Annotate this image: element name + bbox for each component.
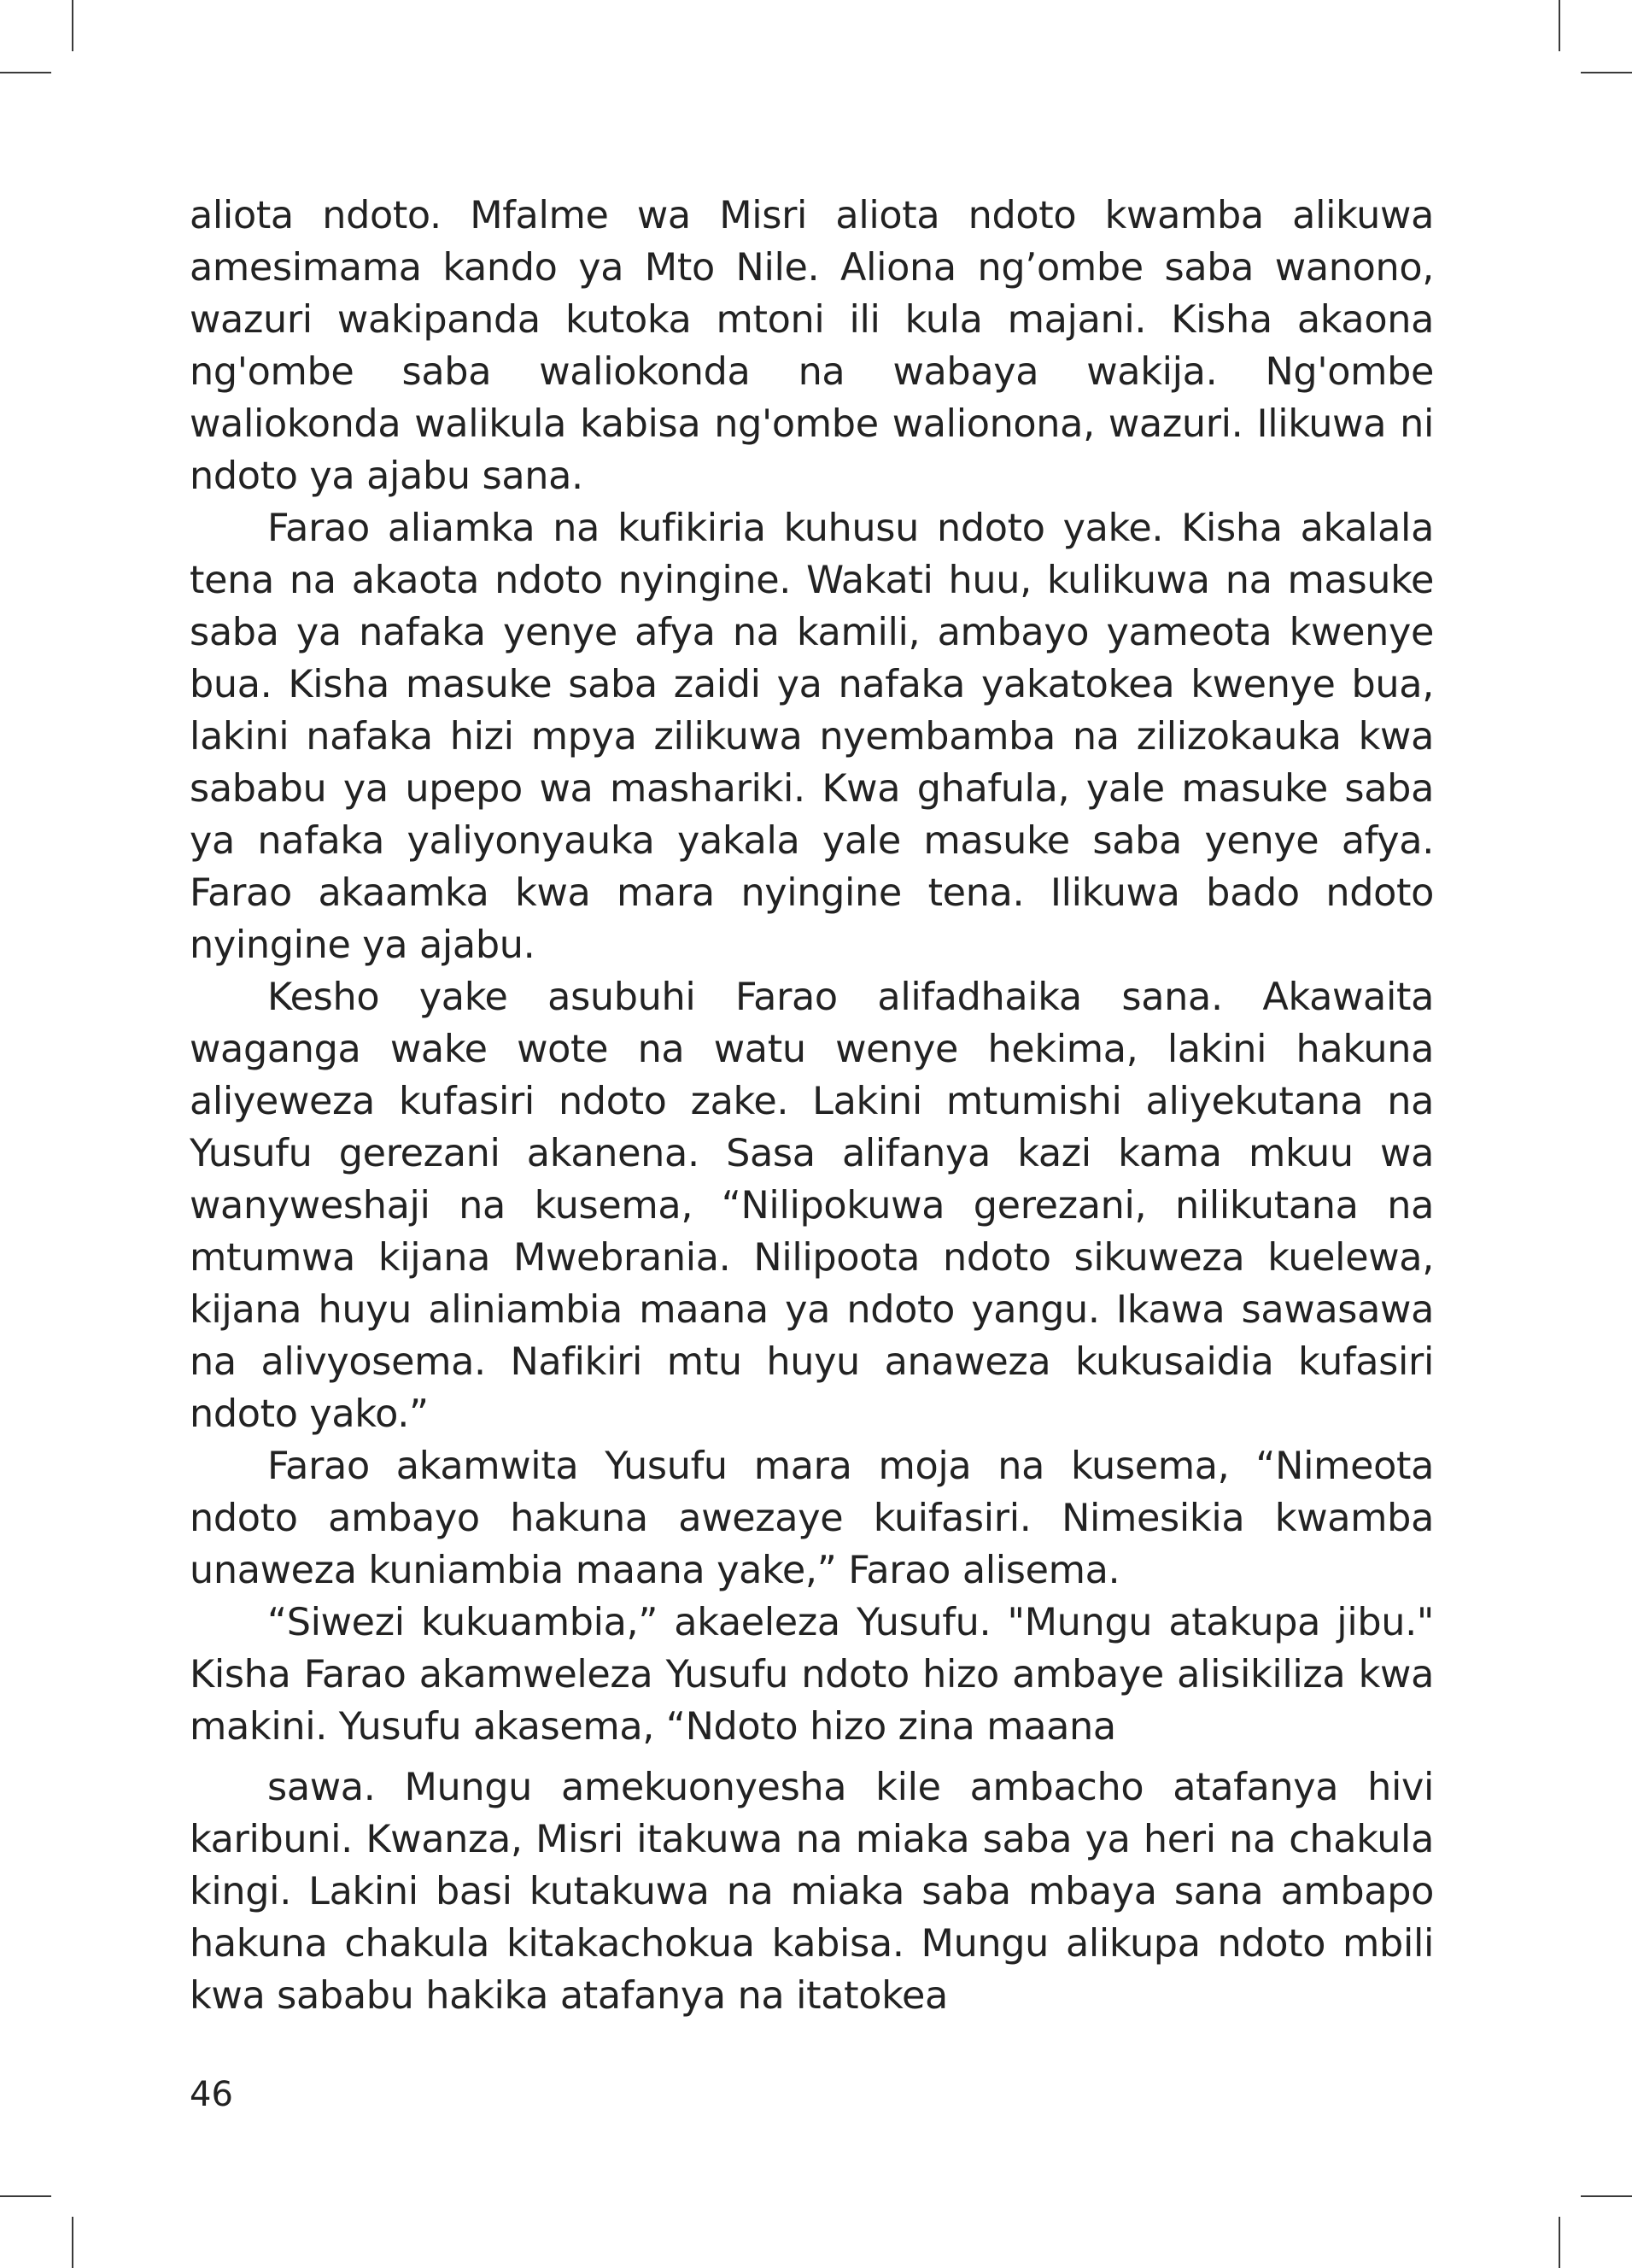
crop-mark-top-right-horizontal <box>1581 72 1632 73</box>
crop-mark-top-right-vertical <box>1559 0 1560 51</box>
paragraph: Farao akamwita Yusufu mara moja na kusema, “Nimeota ndoto ambayo hakuna awezaye kuifasiri. Nimesikia kwamba unaweza kuniambia maana yake,” Farao alisema. <box>190 1445 1434 1592</box>
paragraph: Farao aliamka na kufikiria kuhusu ndoto yake. Kisha akalala tena na akaota ndoto nyingine. Wakati huu, kulikuwa na masuke saba ya nafaka yenye afya na kamili, ambayo yameota kwenye bua. Kisha masuke saba zaidi ya nafaka yakatokea kwenye bua, lakini nafaka hizi mpya zilikuwa nyembamba na zilizokauka kwa sababu ya upepo wa mashariki. Kwa ghafula, yale masuke saba ya nafaka yaliyonyauka yakala yale masuke saba yenye afya. Farao akaamka kwa mara nyingine tena. Ilikuwa bado ndoto nyingine ya ajabu. <box>190 507 1434 967</box>
crop-mark-bottom-left-vertical <box>72 2217 73 2268</box>
crop-mark-top-left-vertical <box>72 0 73 51</box>
crop-mark-top-left-horizontal <box>0 72 51 73</box>
crop-mark-bottom-right-horizontal <box>1581 2195 1632 2197</box>
paragraph: sawa. Mungu amekuonyesha kile ambacho atafanya hivi karibuni. Kwanza, Misri itakuwa na miaka saba ya heri na chakula kingi. Lakini basi kutakuwa na miaka saba mbaya sana ambapo hakuna chakula kitakachokua kabisa. Mungu alikupa ndoto mbili kwa sababu hakika atafanya na itatokea <box>190 1766 1434 2018</box>
crop-mark-bottom-left-horizontal <box>0 2195 51 2197</box>
crop-mark-bottom-right-vertical <box>1559 2217 1560 2268</box>
paragraph: aliota ndoto. Mfalme wa Misri aliota ndoto kwamba alikuwa amesimama kando ya Mto Nile. Aliona ng’ombe saba wanono, wazuri wakipanda kutoka mtoni ili kula majani. Kisha akaona ng'ombe saba waliokonda na wabaya wakija. Ng'ombe waliokonda walikula kabisa ng'ombe walionona, wazuri. Ilikuwa ni ndoto ya ajabu sana. <box>190 194 1434 498</box>
paragraph: Kesho yake asubuhi Farao alifadhaika sana. Akawaita waganga wake wote na watu wenye hekima, lakini hakuna aliyeweza kufasiri ndoto zake. Lakini mtumishi aliyekutana na Yusufu gerezani akanena. Sasa alifanya kazi kama mkuu wa wanyweshaji na kusema, “Nilipokuwa gerezani, nilikutana na mtumwa kijana Mwebrania. Nilipoota ndoto sikuweza kuelewa, kijana huyu aliniambia maana ya ndoto yangu. Ikawa sawasawa na alivyosema. Nafikiri mtu huyu anaweza kukusaidia kufasiri ndoto yako.” <box>190 976 1434 1436</box>
page-number: 46 <box>190 2075 233 2114</box>
paragraph: “Siwezi kukuambia,” akaeleza Yusufu. "Mungu atakupa jibu." Kisha Farao akamweleza Yusufu ndoto hizo ambaye alisikiliza kwa makini. Yusufu akasema, “Ndoto hizo zina maana <box>190 1601 1434 1749</box>
body-text <box>190 190 1434 2022</box>
